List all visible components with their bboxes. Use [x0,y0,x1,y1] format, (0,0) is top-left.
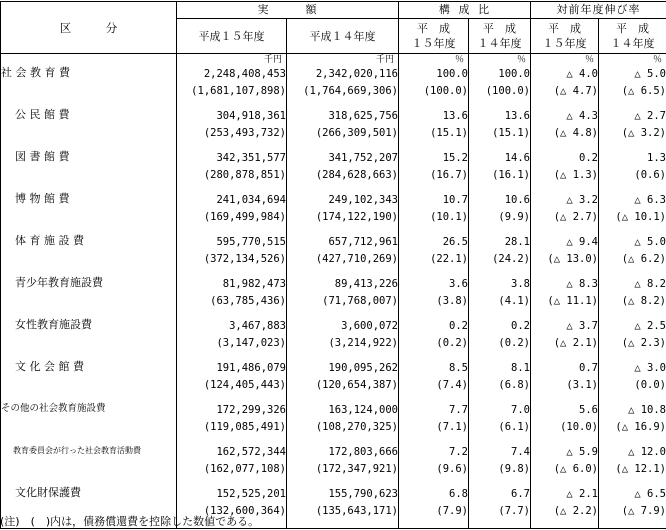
amount-h14-value: 3,600,072 [341,320,398,332]
growth-h14-excl-debt-value: (△ 8.2) [621,295,666,307]
amount-h14-excl-debt-value: (120,654,387) [315,379,398,391]
ratio-h14-value: 7.0 [511,404,530,416]
growth-h14-cell [599,108,666,150]
row-label: 青少年教育施設費 [1,276,177,318]
amount-h15-value: 595,770,515 [216,236,286,248]
amount-h15-value: 81,982,473 [222,278,286,290]
amount-h15-cell [177,444,287,486]
ratio-h15-value: 0.2 [449,320,468,332]
ratio-h14-value: 13.6 [504,110,530,122]
amount-h15-value: 191,486,079 [216,362,286,374]
ratio-h15-excl-debt-value: (7.9) [436,505,468,517]
amount-h14-cell [287,360,399,402]
growth-h15-excl-debt-value: (△ 2.7) [553,211,598,223]
amount-h14-cell [287,486,399,529]
growth-h15-cell [531,444,599,486]
row-label: 文 化 会 館 費 [1,360,177,402]
growth-h15-cell [531,318,599,360]
table-row [1,108,666,150]
ratio-h15-cell [399,66,469,108]
amount-h14-cell [287,108,399,150]
ratio-h15-excl-debt-value: (0.2) [436,337,468,349]
amount-h14-cell [287,150,399,192]
amount-h14-value: 89,413,226 [334,278,398,290]
growth-h15-value: △ 4.3 [566,110,598,122]
amount-h15-excl-debt-value: (63,785,436) [210,295,286,307]
amount-h14-excl-debt-value: (172,347,921) [315,463,398,475]
ratio-h14-cell [469,66,531,108]
ratio-h15-excl-debt-value: (15.1) [430,127,468,139]
ratio-h15-excl-debt-value: (3.8) [436,295,468,307]
amount-h14-value: 163,124,000 [328,404,398,416]
growth-h14-excl-debt-value: (△ 12.1) [615,463,666,475]
growth-h14-cell [599,402,666,444]
growth-h15-excl-debt-value: (△ 4.8) [553,127,598,139]
unit-ratio-h15: ％ [399,54,469,67]
growth-h14-excl-debt-value: (△ 3.2) [621,127,666,139]
growth-h14-excl-debt-value: (△ 6.2) [621,253,666,265]
amount-h15-excl-debt-value: (162,077,108) [203,463,286,475]
growth-h14-excl-debt-value: (△ 16.9) [615,421,666,433]
growth-h15-value: △ 5.9 [566,446,598,458]
row-label: 教育委員会が行った社会教育活動費 [1,444,177,486]
footnote: (注) ( )内は，債務償還費を控除した数値である。 [0,515,260,528]
amount-h14-value: 318,625,756 [328,110,398,122]
ratio-h14-cell [469,150,531,192]
ratio-h14-cell [469,402,531,444]
ratio-h15-value: 13.6 [442,110,468,122]
ratio-h14-cell [469,444,531,486]
ratio-h14-cell [469,318,531,360]
amount-h15-excl-debt-value: (132,600,364) [203,505,286,517]
ratio-h14-value: 8.1 [511,362,530,374]
growth-h15-cell [531,360,599,402]
growth-h14-cell [599,318,666,360]
growth-h14-header-text: 平 成 １４年度 [610,22,655,50]
actual-amount-header: 実 額 [177,2,399,19]
ratio-h14-value: 0.2 [511,320,530,332]
ratio-h14-value: 28.1 [504,236,530,248]
amount-h15-cell [177,192,287,234]
ratio-h15-excl-debt-value: (10.1) [430,211,468,223]
ratio-h14-excl-debt-value: (24.2) [492,253,530,265]
social-education-expenditure-table [0,1,666,529]
amount-h15-cell [177,234,287,276]
amount-h15-cell [177,150,287,192]
row-label: 文化財保護費 [1,486,177,529]
amount-h14-cell [287,192,399,234]
amount-h15-excl-debt-value: (372,134,526) [203,253,286,265]
table-row [1,318,666,360]
growth-h15-cell [531,150,599,192]
ratio-h15-value: 6.8 [449,488,468,500]
unit-ratio-h14: ％ [469,54,531,67]
growth-h15-excl-debt-value: (△ 11.1) [547,295,598,307]
table-body [1,54,666,529]
ratio-h14-value: 10.6 [504,194,530,206]
growth-h15-value: △ 9.4 [566,236,598,248]
units-row [1,54,666,67]
ratio-h15-cell [399,444,469,486]
ratio-h15-header-text: 平 成 １５年度 [411,22,456,50]
amount-h14-cell [287,66,399,108]
growth-h15-excl-debt-value: (△ 13.0) [547,253,598,265]
growth-h14-excl-debt-value: (0.6) [634,169,666,181]
amount-h14-excl-debt-value: (266,309,501) [315,127,398,139]
growth-h14-cell [599,66,666,108]
growth-h15-value: △ 4.0 [566,68,598,80]
growth-h14-excl-debt-value: (△ 2.3) [621,337,666,349]
ratio-h15-value: 7.2 [449,446,468,458]
amount-h14-header: 平成１４年度 [287,19,399,54]
growth-h14-value: △ 8.2 [634,278,666,290]
table-row [1,66,666,108]
growth-h15-value: △ 2.1 [566,488,598,500]
ratio-h15-value: 10.7 [442,194,468,206]
growth-h15-excl-debt-value: (△ 4.7) [553,85,598,97]
ratio-h14-excl-debt-value: (15.1) [492,127,530,139]
growth-h15-header [531,19,599,54]
growth-h14-value: △ 2.7 [634,110,666,122]
ratio-h14-excl-debt-value: (6.1) [498,421,530,433]
ratio-h14-header-text: 平 成 １４年度 [477,22,522,50]
unit-growth-h14: ％ [599,54,666,67]
amount-h14-value: 341,752,207 [328,152,398,164]
amount-h14-cell [287,318,399,360]
row-label: その他の社会教育施設費 [1,402,177,444]
amount-h14-value: 657,712,961 [328,236,398,248]
ratio-h14-cell [469,360,531,402]
ratio-h14-excl-debt-value: (4.1) [498,295,530,307]
growth-h14-excl-debt-value: (△ 10.1) [615,211,666,223]
growth-h15-value: 0.7 [579,362,598,374]
amount-h15-cell [177,360,287,402]
growth-h14-cell [599,150,666,192]
amount-h14-value: 249,102,343 [328,194,398,206]
amount-h14-cell [287,234,399,276]
growth-h14-value: △ 5.0 [634,68,666,80]
amount-h15-excl-debt-value: (253,493,732) [203,127,286,139]
ratio-h15-cell [399,150,469,192]
amount-h15-excl-debt-value: (1,681,107,898) [191,85,286,97]
amount-h14-value: 2,342,020,116 [315,68,398,80]
row-label: 公 民 館 費 [1,108,177,150]
amount-h15-value: 172,299,326 [216,404,286,416]
amount-h15-value: 342,351,577 [216,152,286,164]
ratio-h15-cell [399,108,469,150]
growth-h14-value: △ 6.5 [634,488,666,500]
unit-amount-h15: 千円 [177,54,287,67]
ratio-h14-value: 3.8 [511,278,530,290]
growth-h14-value: △ 2.5 [634,320,666,332]
ratio-h15-cell [399,192,469,234]
ratio-h14-excl-debt-value: (9.9) [498,211,530,223]
amount-h15-excl-debt-value: (119,085,491) [203,421,286,433]
amount-h14-cell [287,444,399,486]
amount-h14-excl-debt-value: (71,768,007) [322,295,398,307]
growth-h15-value: △ 3.7 [566,320,598,332]
growth-h15-excl-debt-value: (10.0) [560,421,598,433]
amount-h14-cell [287,276,399,318]
row-label: 体 育 施 設 費 [1,234,177,276]
growth-h14-cell [599,444,666,486]
units-blank [1,54,177,67]
growth-h15-excl-debt-value: (△ 1.3) [553,169,598,181]
amount-h15-excl-debt-value: (280,878,851) [203,169,286,181]
growth-h15-cell [531,402,599,444]
amount-h15-value: 2,248,408,453 [203,68,286,80]
ratio-h15-value: 100.0 [436,68,468,80]
ratio-h15-header [399,19,469,54]
ratio-h15-excl-debt-value: (22.1) [430,253,468,265]
growth-h15-header-text: 平 成 １５年度 [542,22,587,50]
growth-h14-excl-debt-value: (0.0) [634,379,666,391]
growth-h14-cell [599,486,666,529]
amount-h14-value: 155,790,623 [328,488,398,500]
amount-h15-value: 304,918,361 [216,110,286,122]
amount-h15-cell [177,318,287,360]
growth-h14-cell [599,234,666,276]
amount-h15-cell [177,402,287,444]
ratio-h15-cell [399,276,469,318]
amount-h15-excl-debt-value: (3,147,023) [216,337,286,349]
ratio-h14-excl-debt-value: (9.8) [498,463,530,475]
growth-h14-value: △ 3.0 [634,362,666,374]
ratio-h14-cell [469,486,531,529]
ratio-h15-cell [399,486,469,529]
ratio-h15-value: 15.2 [442,152,468,164]
ratio-h14-value: 14.6 [504,152,530,164]
category-header: 区 分 [1,2,177,54]
row-label: 図 書 館 費 [1,150,177,192]
amount-h14-excl-debt-value: (3,214,922) [328,337,398,349]
amount-h15-value: 152,525,201 [216,488,286,500]
growth-h14-cell [599,360,666,402]
growth-h14-cell [599,192,666,234]
ratio-h15-excl-debt-value: (16.7) [430,169,468,181]
growth-h15-cell [531,234,599,276]
amount-h15-excl-debt-value: (169,499,984) [203,211,286,223]
ratio-h14-cell [469,276,531,318]
growth-h15-value: 5.6 [579,404,598,416]
table-row [1,444,666,486]
amount-h14-value: 172,803,666 [328,446,398,458]
table-row [1,402,666,444]
growth-h15-cell [531,276,599,318]
growth-h15-excl-debt-value: (△ 6.0) [553,463,598,475]
ratio-h14-excl-debt-value: (16.1) [492,169,530,181]
growth-h14-cell [599,276,666,318]
amount-h14-excl-debt-value: (1,764,669,306) [303,85,398,97]
ratio-h14-value: 7.4 [511,446,530,458]
amount-h15-value: 3,467,883 [229,320,286,332]
growth-h14-excl-debt-value: (△ 6.5) [621,85,666,97]
amount-h14-value: 190,095,262 [328,362,398,374]
growth-h14-value: △ 10.8 [628,404,666,416]
table-row [1,276,666,318]
ratio-h14-excl-debt-value: (100.0) [485,85,530,97]
ratio-h15-excl-debt-value: (7.1) [436,421,468,433]
amount-h14-excl-debt-value: (135,643,171) [315,505,398,517]
ratio-h15-cell [399,402,469,444]
amount-h14-excl-debt-value: (174,122,190) [315,211,398,223]
ratio-h14-value: 100.0 [498,68,530,80]
unit-amount-h14: 千円 [287,54,399,67]
growth-rate-header: 対前年度伸び率 [531,2,666,19]
growth-h15-value: △ 3.2 [566,194,598,206]
growth-h15-excl-debt-value: (△ 2.2) [553,505,598,517]
growth-h15-value: △ 8.3 [566,278,598,290]
ratio-h15-cell [399,360,469,402]
growth-h14-value: △ 5.0 [634,236,666,248]
ratio-h15-excl-debt-value: (100.0) [423,85,468,97]
unit-growth-h15: ％ [531,54,599,67]
amount-h15-value: 241,034,694 [216,194,286,206]
amount-h15-cell [177,108,287,150]
growth-h14-value: △ 12.0 [628,446,666,458]
growth-h15-excl-debt-value: (3.1) [566,379,598,391]
amount-h14-excl-debt-value: (284,628,663) [315,169,398,181]
amount-h15-excl-debt-value: (124,405,443) [203,379,286,391]
amount-h14-excl-debt-value: (427,710,269) [315,253,398,265]
ratio-h15-value: 8.5 [449,362,468,374]
table-row [1,234,666,276]
ratio-h15-excl-debt-value: (7.4) [436,379,468,391]
amount-h15-header: 平成１５年度 [177,19,287,54]
ratio-h14-cell [469,192,531,234]
table-row [1,192,666,234]
amount-h15-cell [177,66,287,108]
growth-h15-cell [531,66,599,108]
row-label: 社 会 教 育 費 [1,66,177,108]
amount-h14-excl-debt-value: (108,270,325) [315,421,398,433]
amount-h15-value: 162,572,344 [216,446,286,458]
ratio-h15-cell [399,318,469,360]
growth-h14-value: △ 6.3 [634,194,666,206]
amount-h14-cell [287,402,399,444]
growth-h14-value: 1.3 [647,152,666,164]
ratio-h14-excl-debt-value: (7.7) [498,505,530,517]
ratio-h14-header [469,19,531,54]
ratio-h15-value: 7.7 [449,404,468,416]
table-row [1,360,666,402]
growth-h15-cell [531,108,599,150]
row-label: 博 物 館 費 [1,192,177,234]
composition-ratio-header: 構 成 比 [399,2,531,19]
growth-h14-header [599,19,666,54]
ratio-h15-value: 26.5 [442,236,468,248]
ratio-h15-cell [399,234,469,276]
ratio-h14-excl-debt-value: (0.2) [498,337,530,349]
ratio-h14-excl-debt-value: (6.8) [498,379,530,391]
ratio-h15-value: 3.6 [449,278,468,290]
growth-h14-excl-debt-value: (△ 7.9) [621,505,666,517]
ratio-h14-cell [469,234,531,276]
growth-h15-cell [531,192,599,234]
amount-h15-cell [177,276,287,318]
ratio-h15-excl-debt-value: (9.6) [436,463,468,475]
growth-h15-value: 0.2 [579,152,598,164]
table-row [1,150,666,192]
ratio-h14-value: 6.7 [511,488,530,500]
growth-h15-cell [531,486,599,529]
row-label: 女性教育施設費 [1,318,177,360]
ratio-h14-cell [469,108,531,150]
growth-h15-excl-debt-value: (△ 2.1) [553,337,598,349]
